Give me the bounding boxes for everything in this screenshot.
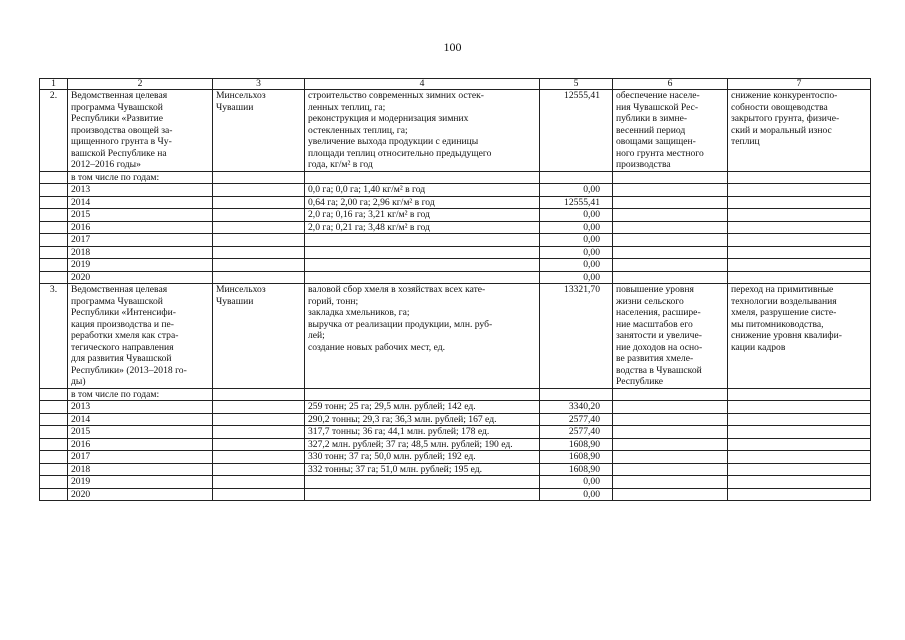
year-indicator: 0,64 га; 2,00 га; 2,96 кг/м² в год [305,196,540,209]
header-cell: 7 [728,79,871,90]
text-line: лей; [308,330,325,341]
text-line: площади теплиц относительно предыдущего [308,147,492,159]
header-cell: 1 [40,79,68,90]
empty-cell [728,388,871,401]
text-line: хмеля, разрушение систе- [731,307,837,318]
empty-cell [40,463,68,476]
empty-cell [213,171,305,184]
empty-cell [728,401,871,414]
year-cell: 2018 [68,246,213,259]
text-line: закладка хмельников, га; [308,307,410,318]
text-line: ве развития хмеле- [616,353,694,364]
empty-cell [305,171,540,184]
year-cell: 2014 [68,196,213,209]
year-indicator [305,271,540,284]
year-indicator [305,234,540,247]
empty-cell [213,451,305,464]
empty-cell [40,196,68,209]
text-line: реконструкция и модернизация зимних [308,113,469,124]
empty-cell [213,426,305,439]
year-cell: 2016 [68,438,213,451]
text-line: Ведомственная целевая [71,284,168,295]
year-cell: 2018 [68,463,213,476]
empty-cell [213,221,305,234]
text-line: водства в Чувашской [616,364,702,376]
program-table [39,78,871,501]
year-indicator [305,259,540,272]
empty-cell [305,388,540,401]
year-indicator: 0,0 га; 0,0 га; 1,40 кг/м² в год [305,184,540,197]
text-line: овощами защищен- [616,136,696,147]
text-line: Республики «Развитие [71,113,163,124]
empty-cell [613,209,728,222]
empty-cell [40,401,68,414]
year-amount: 12555,41 [540,196,613,209]
text-line: программа Чувашской [71,295,163,307]
empty-cell [613,196,728,209]
empty-cell [613,401,728,414]
text-line: щищенного грунта в Чу- [71,136,172,147]
year-cell: 2019 [68,476,213,489]
empty-cell [213,413,305,426]
text-line: ного грунта местного [616,147,704,159]
empty-cell [728,259,871,272]
empty-cell [613,234,728,247]
empty-cell [728,209,871,222]
empty-cell [728,413,871,426]
year-cell: 2013 [68,401,213,414]
text-line: ды) [71,376,86,387]
year-row [40,221,871,234]
text-line: строительство современных зимних остек- [308,90,484,101]
year-row [40,401,871,414]
empty-cell [213,488,305,501]
year-cell: 2015 [68,209,213,222]
text-line: производства [616,159,671,170]
text-line: валовой сбор хмеля в хозяйствах всех кате- [308,284,486,295]
text-line: публики в зимне- [616,113,688,124]
year-amount: 2577,40 [540,413,613,426]
year-cell: 2020 [68,488,213,501]
empty-cell [728,221,871,234]
funding-amount: 13321,70 [540,284,613,389]
year-row [40,476,871,489]
risk-consequences [728,284,871,389]
text-line: производства овощей за- [71,124,173,136]
year-amount: 0,00 [540,209,613,222]
text-line: Чувашии [216,295,254,307]
empty-cell [728,476,871,489]
text-line: населения, расшире- [616,307,701,318]
text-line: Республики «Интенсифи- [71,307,176,318]
empty-cell [40,221,68,234]
empty-cell [613,221,728,234]
text-line: создание новых рабочих мест, ед. [308,341,445,353]
empty-cell [613,426,728,439]
empty-cell [613,184,728,197]
text-line: остекленных теплиц, га; [308,124,408,136]
year-row [40,259,871,272]
text-line: программа Чувашской [71,101,163,113]
year-row [40,413,871,426]
text-line: Чувашии [216,101,254,113]
year-amount: 0,00 [540,184,613,197]
program-name [68,284,213,389]
empty-cell [613,246,728,259]
text-line: Минсельхоз [216,284,266,295]
year-cell: 2014 [68,413,213,426]
year-indicator: 330 тонн; 37 га; 50,0 млн. рублей; 192 ед. [305,451,540,464]
text-line: снижение уровня квалифи- [731,330,842,341]
empty-cell [213,234,305,247]
expected-result [613,90,728,172]
empty-cell [728,438,871,451]
empty-cell [40,413,68,426]
empty-cell [213,209,305,222]
year-indicator [305,488,540,501]
text-line: жизни сельского [616,295,684,307]
year-amount: 0,00 [540,246,613,259]
empty-cell [613,413,728,426]
header-row [40,79,871,90]
empty-cell [213,463,305,476]
text-line: закрытого грунта, физиче- [731,113,840,124]
text-line: мы питомниководства, [731,318,824,330]
text-line: вашской Республике на [71,147,167,159]
empty-cell [213,401,305,414]
program-row [40,284,871,389]
by-years-label: в том числе по годам: [68,388,213,401]
empty-cell [540,171,613,184]
empty-cell [728,184,871,197]
year-row [40,196,871,209]
text-line: повышение уровня [616,284,694,295]
year-row [40,463,871,476]
year-indicator: 327,2 млн. рублей; 37 га; 48,5 млн. рублей; 190 ед. [305,438,540,451]
empty-cell [213,196,305,209]
year-cell: 2017 [68,234,213,247]
row-number: 3. [40,284,68,389]
year-row [40,426,871,439]
by-years-row [40,388,871,401]
empty-cell [40,438,68,451]
header-cell: 2 [68,79,213,90]
year-cell: 2016 [68,221,213,234]
empty-cell [728,196,871,209]
indicators [305,284,540,389]
header-cell: 4 [305,79,540,90]
empty-cell [728,488,871,501]
year-indicator [305,476,540,489]
empty-cell [40,171,68,184]
year-indicator: 2,0 га; 0,21 га; 3,48 кг/м² в год [305,221,540,234]
empty-cell [728,246,871,259]
year-amount: 0,00 [540,259,613,272]
empty-cell [40,259,68,272]
header-cell: 5 [540,79,613,90]
year-amount: 0,00 [540,271,613,284]
empty-cell [40,476,68,489]
year-cell: 2013 [68,184,213,197]
year-amount: 1608,90 [540,451,613,464]
text-line: 2012–2016 годы» [71,159,141,170]
empty-cell [213,388,305,401]
empty-cell [213,184,305,197]
year-indicator: 332 тонны; 37 га; 51,0 млн. рублей; 195 ед. [305,463,540,476]
year-amount: 0,00 [540,476,613,489]
text-line: кации кадров [731,341,786,353]
year-amount: 0,00 [540,234,613,247]
empty-cell [613,488,728,501]
year-cell: 2017 [68,451,213,464]
empty-cell [613,271,728,284]
header-cell: 3 [213,79,305,90]
expected-result [613,284,728,389]
empty-cell [613,388,728,401]
text-line: ние доходов на осно- [616,341,703,353]
empty-cell [613,463,728,476]
year-amount: 2577,40 [540,426,613,439]
year-cell: 2019 [68,259,213,272]
text-line: весенний период [616,124,686,136]
responsible-executor [213,284,305,389]
header-cell: 6 [613,79,728,90]
empty-cell [728,271,871,284]
year-indicator: 317,7 тонны; 36 га; 44,1 млн. рублей; 178 ед. [305,426,540,439]
empty-cell [613,451,728,464]
text-line: занятости и увеличе- [616,330,702,341]
empty-cell [728,234,871,247]
page-number: 100 [443,40,462,54]
risk-consequences [728,90,871,172]
year-row [40,184,871,197]
empty-cell [728,451,871,464]
text-line: Ведомственная целевая [71,90,168,101]
year-indicator: 2,0 га; 0,16 га; 3,21 кг/м² в год [305,209,540,222]
year-indicator: 290,2 тонны; 29,3 га; 36,3 млн. рублей; 167 ед. [305,413,540,426]
empty-cell [40,246,68,259]
responsible-executor [213,90,305,172]
year-row [40,488,871,501]
empty-cell [213,476,305,489]
funding-amount: 12555,41 [540,90,613,172]
year-row [40,234,871,247]
text-line: тегического направления [71,341,174,353]
program-name [68,90,213,172]
text-line: выручка от реализации продукции, млн. руб- [308,318,493,330]
year-row [40,451,871,464]
year-row [40,209,871,222]
year-row [40,246,871,259]
text-line: переход на примитивные [731,284,834,295]
year-amount: 3340,20 [540,401,613,414]
text-line: ленных теплиц, га; [308,101,386,113]
empty-cell [613,259,728,272]
empty-cell [213,246,305,259]
year-row [40,438,871,451]
empty-cell [613,438,728,451]
empty-cell [728,463,871,476]
indicators [305,90,540,172]
empty-cell [40,451,68,464]
program-row [40,90,871,172]
empty-cell [40,488,68,501]
text-line: технологии возделывания [731,295,837,307]
text-line: ние масштабов его [616,318,693,330]
text-line: Республике [616,376,664,387]
empty-cell [40,184,68,197]
text-line: горий, тонн; [308,295,359,307]
empty-cell [540,388,613,401]
text-line: для развития Чувашской [71,353,172,364]
text-line: Республики» (2013–2018 го- [71,364,187,376]
year-cell: 2020 [68,271,213,284]
year-amount: 1608,90 [540,463,613,476]
year-cell: 2015 [68,426,213,439]
text-line: года, кг/м² в год [308,159,373,170]
empty-cell [40,234,68,247]
text-line: обеспечение населе- [616,90,700,101]
text-line: ния Чувашской Рес- [616,101,699,113]
empty-cell [728,171,871,184]
empty-cell [40,209,68,222]
empty-cell [213,259,305,272]
empty-cell [728,426,871,439]
year-indicator [305,246,540,259]
year-amount: 0,00 [540,488,613,501]
text-line: ский и моральный износ [731,124,832,136]
text-line: Минсельхоз [216,90,266,101]
empty-cell [213,271,305,284]
by-years-label: в том числе по годам: [68,171,213,184]
row-number: 2. [40,90,68,172]
year-amount: 0,00 [540,221,613,234]
empty-cell [40,271,68,284]
by-years-row [40,171,871,184]
text-line: реработки хмеля как стра- [71,330,179,341]
empty-cell [40,388,68,401]
empty-cell [613,171,728,184]
year-row [40,271,871,284]
text-line: теплиц [731,136,760,147]
empty-cell [613,476,728,489]
empty-cell [213,438,305,451]
text-line: увеличение выхода продукции с единицы [308,136,479,147]
year-amount: 1608,90 [540,438,613,451]
text-line: кация производства и пе- [71,318,175,330]
text-line: собности овощеводства [731,101,828,113]
text-line: снижение конкурентоспо- [731,90,838,101]
empty-cell [40,426,68,439]
year-indicator: 259 тонн; 25 га; 29,5 млн. рублей; 142 ед. [305,401,540,414]
